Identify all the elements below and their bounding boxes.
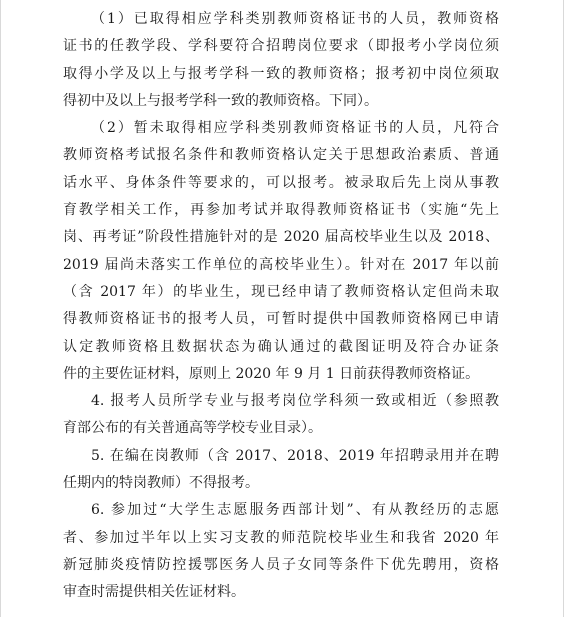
paragraph-4-line-1: 4. 报考人员所学专业与报考岗位学科须一致或相近（参照教 (91, 393, 499, 410)
paragraph-2-line-8: 得教师资格证书的报考人员，可暂时提供中国教师资格网已申请 (63, 311, 499, 328)
paragraph-2-line-9: 认定教师资格且数据状态为确认通过的截图证明及符合办证条 (63, 338, 499, 355)
paragraph-2-line-3: 话水平、身体条件等要求的，可以报考。被录取后先上岗从事教 (63, 174, 499, 191)
paragraph-1-line-3: 取得小学及以上与报考学科一致的教师资格；报考初中岗位须取 (63, 65, 499, 82)
paragraph-2-line-2: 教师资格考试报名条件和教师资格认定关于思想政治素质、普通 (63, 147, 499, 164)
paragraph-1-line-4: 得初中及以上与报考学科一致的教师资格。下同）。 (63, 92, 378, 109)
paragraph-5-line-2: 任期内的特岗教师）不得报考。 (63, 475, 259, 492)
paragraph-2-line-6: 2019 届尚未落实工作单位的高校毕业生）。针对在 2017 年以前 (63, 256, 499, 273)
paragraph-6-line-4: 审查时需提供相关佐证材料。 (63, 584, 245, 601)
paragraph-2-line-5: 岗、再考证”阶段性措施针对的是 2020 届高校毕业生以及 2018、 (63, 229, 499, 246)
paragraph-2-line-7: （含 2017 年）的毕业生，现已经申请了教师资格认定但尚未取 (63, 283, 499, 300)
paragraph-6-line-3: 新冠肺炎疫情防控援鄂医务人员子女同等条件下优先聘用，资格 (63, 556, 499, 573)
paragraph-1-line-1: （1）已取得相应学科类别教师资格证书的人员，教师资格 (91, 11, 499, 27)
paragraph-2-line-10: 件的主要佐证材料，原则上 2020 年 9 月 1 日前获得教师资格证。 (63, 365, 480, 382)
paragraph-2-line-1: （2）暂未取得相应学科类别教师资格证书的人员，凡符合 (91, 120, 499, 137)
paragraph-4-line-2: 育部公布的有关普通高等学校专业目录）。 (63, 420, 322, 437)
paragraph-1-line-2: 证书的任教学段、学科要符合招聘岗位要求（即报考小学岗位须 (63, 38, 499, 55)
paragraph-5-line-1: 5. 在编在岗教师（含 2017、2018、2019 年招聘录用并在聘 (91, 447, 499, 464)
document-body (63, 6, 499, 607)
paragraph-6-line-2: 者、参加过半年以上实习支教的师范院校毕业生和我省 2020 年 (63, 529, 499, 546)
paragraph-6-line-1: 6. 参加过“大学生志愿服务西部计划”、有从教经历的志愿 (91, 502, 499, 519)
paragraph-2-line-4: 育教学相关工作，再参加考试并取得教师资格证书（实施“先上 (63, 202, 499, 219)
